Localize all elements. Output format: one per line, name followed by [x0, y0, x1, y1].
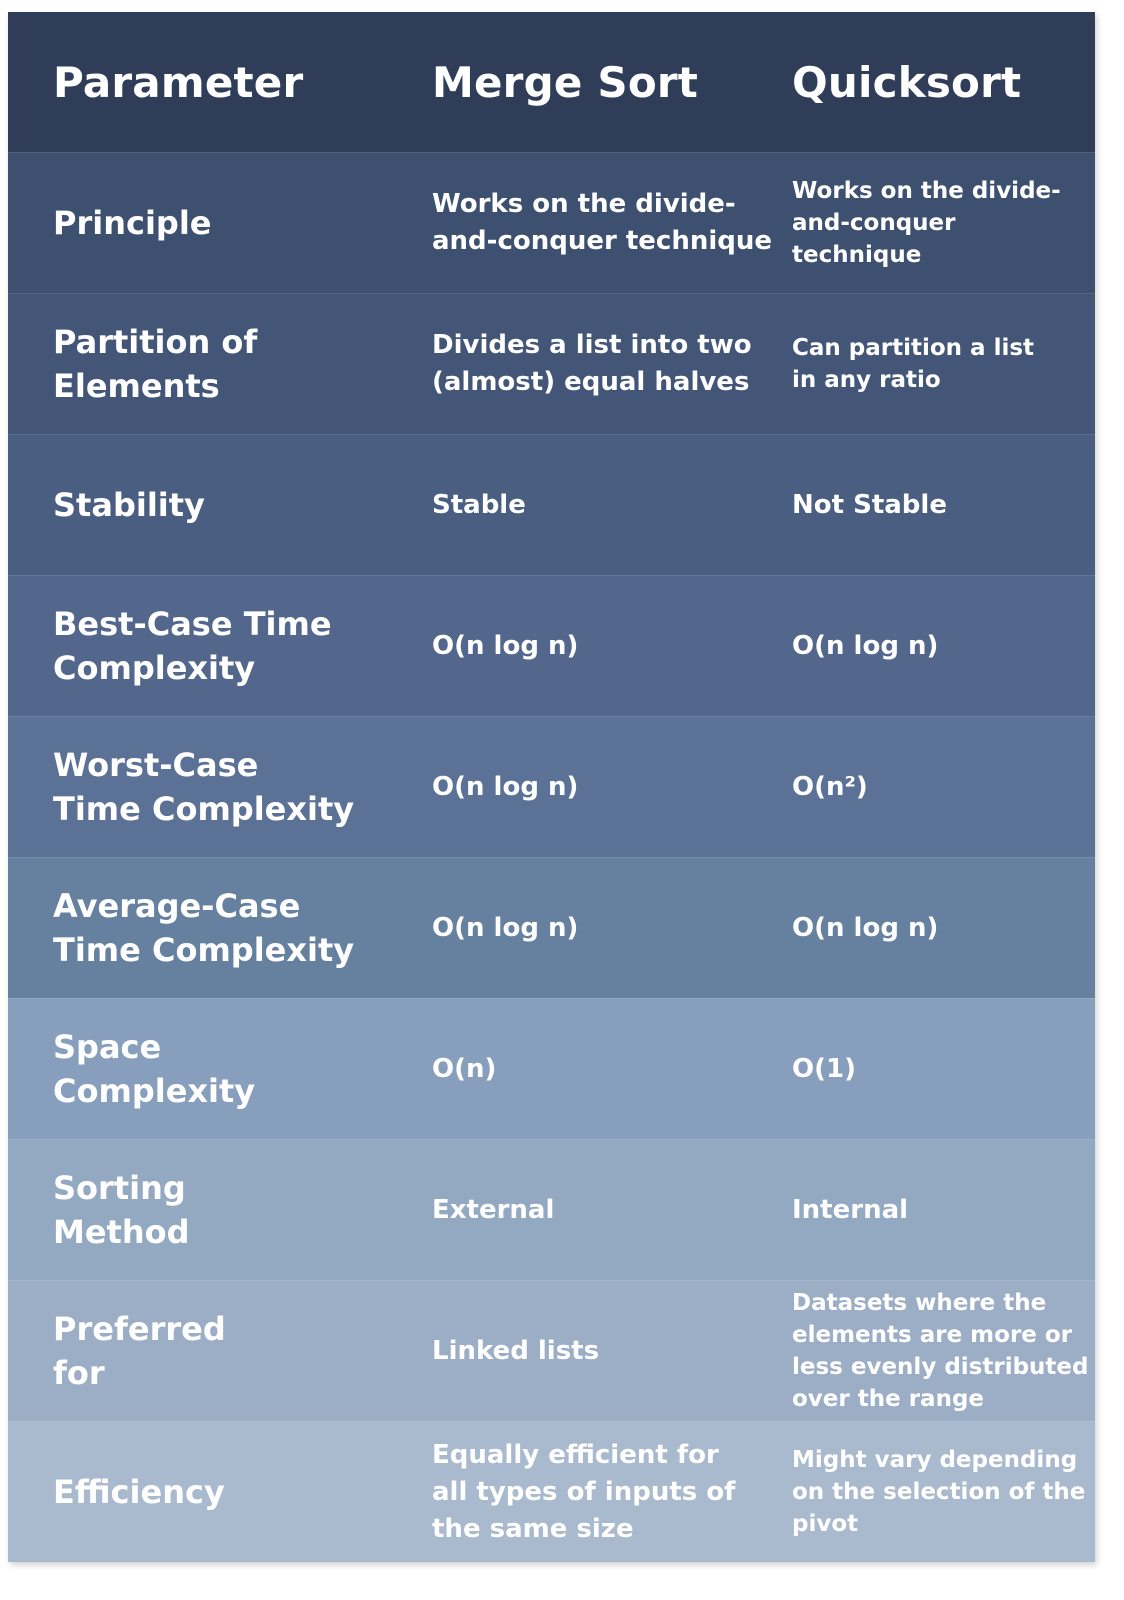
quicksort-cell: Works on the divide- and-conquer technique — [792, 178, 1061, 268]
table-row — [8, 152, 1095, 293]
parameter-cell: Average-Case Time Complexity — [53, 887, 355, 969]
table-row — [8, 998, 1095, 1139]
merge-sort-cell: O(n log n) — [432, 912, 579, 943]
table-header-row — [8, 12, 1095, 152]
table-row — [8, 1280, 1095, 1421]
parameter-cell: Preferred for — [53, 1310, 226, 1392]
quicksort-cell: O(n²) — [792, 772, 868, 802]
table-row — [8, 434, 1095, 575]
parameter-cell: Worst-Case Time Complexity — [53, 746, 355, 828]
header-quicksort: Quicksort — [792, 57, 1022, 107]
parameter-cell: Sorting Method — [53, 1169, 190, 1251]
table-row — [8, 575, 1095, 716]
quicksort-cell: O(1) — [792, 1054, 856, 1084]
merge-sort-cell: Equally efficient for all types of inputs of the same size — [432, 1439, 736, 1544]
quicksort-cell: O(n log n) — [792, 631, 939, 661]
quicksort-cell: Might vary depending on the selection of the pivot — [792, 1447, 1086, 1537]
parameter-cell: Best-Case Time Complexity — [53, 605, 332, 687]
table-row — [8, 1139, 1095, 1280]
merge-sort-cell: O(n log n) — [432, 771, 579, 802]
merge-sort-cell: O(n log n) — [432, 630, 579, 661]
quicksort-cell: Not Stable — [792, 490, 947, 520]
parameter-cell: Space Complexity — [53, 1028, 256, 1110]
comparison-table — [8, 12, 1095, 1562]
table-row — [8, 857, 1095, 998]
merge-sort-cell: Divides a list into two (almost) equal halves — [432, 330, 752, 397]
merge-sort-cell: External — [432, 1194, 555, 1225]
quicksort-cell: Can partition a list in any ratio — [792, 335, 1035, 393]
merge-sort-cell: Stable — [432, 489, 526, 520]
merge-sort-cell: Works on the divide- and-conquer technique — [432, 189, 773, 256]
header-parameter: Parameter — [53, 57, 304, 107]
parameter-cell: Efficiency — [53, 1473, 225, 1511]
parameter-cell: Partition of Elements — [53, 323, 258, 405]
parameter-cell: Stability — [53, 486, 205, 524]
quicksort-cell: Datasets where the elements are more or less evenly distributed over the range — [792, 1290, 1089, 1412]
quicksort-cell: O(n log n) — [792, 913, 939, 943]
merge-sort-cell: Linked lists — [432, 1335, 600, 1366]
table-row — [8, 293, 1095, 434]
quicksort-cell: Internal — [792, 1195, 909, 1225]
table-row — [8, 716, 1095, 857]
header-merge-sort: Merge Sort — [432, 57, 699, 107]
table-row — [8, 1421, 1095, 1562]
merge-sort-cell: O(n) — [432, 1053, 497, 1084]
parameter-cell: Principle — [53, 204, 212, 242]
